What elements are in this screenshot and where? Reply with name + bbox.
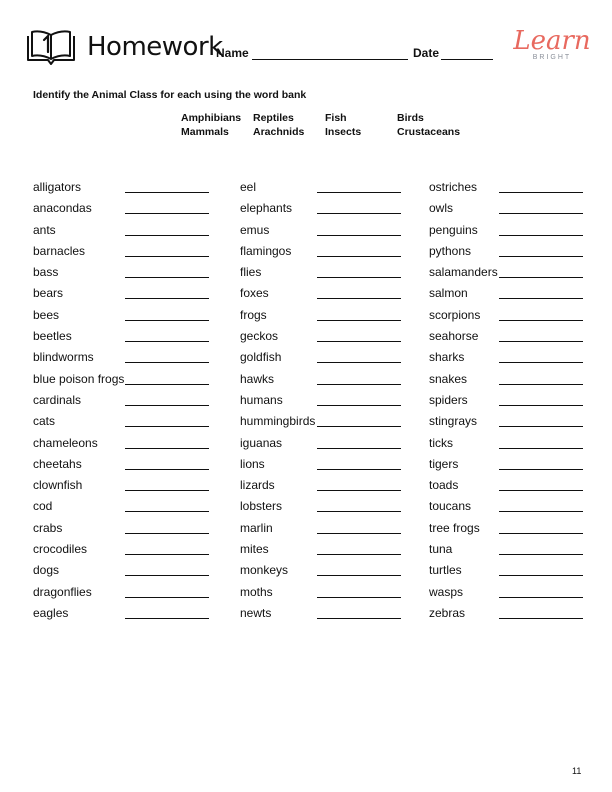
answer-blank[interactable] (317, 341, 401, 342)
animal-name: tree frogs (429, 520, 480, 535)
animal-name: salamanders (429, 265, 498, 280)
answer-blank[interactable] (499, 533, 583, 534)
answer-blank[interactable] (125, 490, 209, 491)
animal-name: crocodiles (33, 542, 88, 557)
answer-blank[interactable] (499, 341, 583, 342)
animal-name: snakes (429, 371, 468, 386)
answer-blank[interactable] (317, 320, 401, 321)
animal-name: bees (33, 307, 60, 322)
animal-name: iguanas (240, 435, 283, 450)
answer-blank[interactable] (125, 597, 209, 598)
animal-name: wasps (429, 584, 464, 599)
answer-blank[interactable] (317, 554, 401, 555)
answer-blank[interactable] (317, 298, 401, 299)
animal-name: turtles (429, 563, 462, 578)
answer-blank[interactable] (499, 405, 583, 406)
animal-name: alligators (33, 180, 82, 194)
answer-blank[interactable] (125, 533, 209, 534)
animal-name: tigers (429, 456, 459, 471)
answer-blank[interactable] (317, 192, 401, 193)
answer-blank[interactable] (499, 511, 583, 512)
logo-subtext: BRIGHT (532, 54, 572, 61)
answer-blank[interactable] (499, 362, 583, 363)
answer-blank[interactable] (499, 298, 583, 299)
animal-name: blindworms (33, 350, 94, 365)
animal-name: newts (240, 605, 272, 620)
answer-blank[interactable] (125, 277, 209, 278)
animal-name: beetles (33, 329, 72, 344)
answer-blank[interactable] (317, 384, 401, 385)
animal-name: humans (240, 392, 283, 407)
answer-blank[interactable] (125, 320, 209, 321)
answer-blank[interactable] (125, 511, 209, 512)
answer-blank[interactable] (499, 618, 583, 619)
animal-name: salmon (429, 286, 468, 301)
animal-name: dogs (33, 563, 60, 578)
page-title: Homework (87, 32, 223, 62)
animal-name: hawks (240, 371, 275, 386)
header (0, 0, 612, 80)
animal-name: cod (33, 499, 53, 514)
animal-name: flamingos (240, 243, 292, 258)
learn-bright-logo (512, 28, 592, 68)
answer-blank[interactable] (499, 192, 583, 193)
animal-name: crabs (33, 520, 63, 535)
answer-blank[interactable] (317, 597, 401, 598)
answer-blank[interactable] (499, 256, 583, 257)
animal-name: ticks (429, 435, 453, 450)
animal-name: flies (240, 265, 262, 280)
answer-blank[interactable] (499, 490, 583, 491)
word-bank-item: Mammals (181, 126, 229, 138)
word-bank-item: Birds (397, 112, 424, 124)
answer-blank[interactable] (125, 618, 209, 619)
answer-blank[interactable] (125, 192, 209, 193)
animal-name: eagles (33, 605, 69, 620)
animal-name: cats (33, 414, 56, 429)
animal-name: penguins (429, 222, 478, 237)
answer-blank[interactable] (125, 575, 209, 576)
animal-name: cheetahs (33, 456, 82, 471)
answer-blank[interactable] (317, 448, 401, 449)
answer-blank[interactable] (499, 448, 583, 449)
answer-blank[interactable] (317, 256, 401, 257)
answer-blank[interactable] (317, 277, 401, 278)
animal-name: ostriches (429, 180, 478, 194)
animal-name: geckos (240, 329, 279, 344)
answer-blank[interactable] (317, 235, 401, 236)
open-book-icon (26, 26, 76, 66)
animal-name: scorpions (429, 307, 481, 322)
animal-name: bears (33, 286, 64, 301)
animal-name: cardinals (33, 392, 82, 407)
animal-name: chameleons (33, 435, 98, 450)
answer-blank[interactable] (317, 362, 401, 363)
answer-blank[interactable] (317, 511, 401, 512)
word-bank (181, 112, 481, 142)
animal-name: stingrays (429, 414, 478, 429)
answer-blank[interactable] (317, 533, 401, 534)
word-bank-item: Amphibians (181, 112, 242, 124)
animal-name: lizards (240, 478, 275, 493)
answer-blank[interactable] (125, 362, 209, 363)
animal-name: goldfish (240, 350, 282, 365)
animal-name: owls (429, 201, 454, 216)
answer-blank[interactable] (125, 341, 209, 342)
answer-blank[interactable] (499, 597, 583, 598)
animal-name: monkeys (240, 563, 289, 578)
answer-blank[interactable] (125, 235, 209, 236)
animal-name: moths (240, 584, 273, 599)
answer-blank[interactable] (317, 618, 401, 619)
word-bank-item: Fish (325, 112, 347, 124)
answer-blank[interactable] (317, 213, 401, 214)
name-label: Name (216, 46, 249, 60)
animal-name: elephants (240, 201, 293, 216)
animal-name: dragonflies (33, 584, 92, 599)
animal-name: toads (429, 478, 459, 493)
answer-blank[interactable] (125, 298, 209, 299)
animal-name: ants (33, 222, 56, 237)
answer-blank[interactable] (317, 490, 401, 491)
answer-blank[interactable] (125, 554, 209, 555)
answer-blank[interactable] (499, 277, 583, 278)
animal-name: sharks (429, 350, 465, 365)
date-label: Date (413, 46, 440, 60)
animal-name: emus (240, 222, 270, 237)
answer-blank[interactable] (125, 405, 209, 406)
animal-name: anacondas (33, 201, 92, 216)
animal-name: lions (240, 456, 265, 471)
answer-blank[interactable] (125, 213, 209, 214)
page-number: 11 (572, 766, 582, 776)
animal-name: lobsters (240, 499, 283, 514)
animal-name: foxes (240, 286, 269, 301)
answer-blank[interactable] (125, 384, 209, 385)
animal-name: zebras (429, 605, 466, 620)
animal-name: bass (33, 265, 59, 280)
animal-name: hummingbirds (240, 414, 316, 429)
animal-name: mites (240, 542, 269, 557)
answer-blank[interactable] (499, 575, 583, 576)
animal-name: toucans (429, 499, 472, 514)
answer-blank[interactable] (317, 426, 401, 427)
animal-name: blue poison frogs (33, 371, 125, 386)
answer-blank[interactable] (499, 426, 583, 427)
animal-name: clownfish (33, 478, 83, 493)
animal-name: marlin (240, 520, 273, 535)
answer-blank[interactable] (125, 469, 209, 470)
logo-text: Learn (513, 26, 591, 56)
instructions: Identify the Animal Class for each using the word bank (33, 89, 307, 101)
answer-blank[interactable] (499, 384, 583, 385)
word-bank-item: Crustaceans (397, 126, 461, 138)
answer-blank[interactable] (317, 469, 401, 470)
word-bank-item: Arachnids (253, 126, 305, 138)
name-field[interactable] (252, 59, 408, 60)
answer-blank[interactable] (125, 448, 209, 449)
answer-blank[interactable] (499, 554, 583, 555)
answer-blank[interactable] (499, 235, 583, 236)
answer-blank[interactable] (317, 405, 401, 406)
answer-blank[interactable] (499, 469, 583, 470)
animal-name: tuna (429, 542, 453, 557)
word-bank-item: Insects (325, 126, 362, 138)
animal-name: eel (240, 180, 257, 194)
animal-name: spiders (429, 392, 468, 407)
animal-name: frogs (240, 307, 267, 322)
answer-blank[interactable] (499, 320, 583, 321)
animal-name: seahorse (429, 329, 479, 344)
date-field[interactable] (441, 59, 493, 60)
answer-blank[interactable] (125, 426, 209, 427)
answer-blank[interactable] (317, 575, 401, 576)
animal-name: barnacles (33, 243, 86, 258)
answer-blank[interactable] (125, 256, 209, 257)
word-bank-item: Reptiles (253, 112, 294, 124)
answer-blank[interactable] (499, 213, 583, 214)
animal-name: pythons (429, 243, 472, 258)
